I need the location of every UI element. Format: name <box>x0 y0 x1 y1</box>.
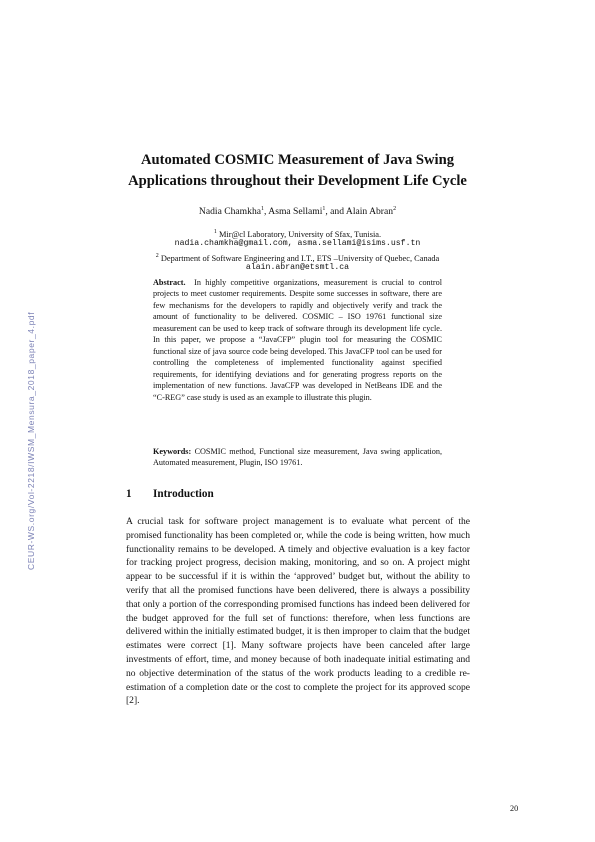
author-list: Nadia Chamkha$^1$, Asma Sellami$^1$, and Alain Abran$^2$ <box>198 206 397 218</box>
author-2: Asma Sellami <box>268 206 323 218</box>
email-2: alain.abran@etsmtl.ca <box>245 263 350 272</box>
author-3-sup: 2 <box>393 206 397 212</box>
author-3: and Alain Abran <box>330 206 394 218</box>
aff-2-sup: 2 <box>155 253 159 259</box>
paper-title <box>60 150 535 192</box>
keywords <box>153 446 442 469</box>
author-1-sup: 1 <box>261 206 264 212</box>
title-line-2: Applications throughout their Development Life Cycle <box>128 173 467 189</box>
abstract <box>153 277 442 403</box>
emails-1: nadia.chamkha@gmail.com, asma.sellami@isims.usf.tn <box>174 239 421 248</box>
author-1: Nadia Chamkha <box>198 206 261 218</box>
section-number: 1 <box>126 488 132 500</box>
introduction-paragraph: A crucial task for software project management is to evaluate what percent of the promised functionality has been completed or, while the code is being written, how much functionality remains to be developed. A timely and objective evaluation is a key factor for tracking project progress, decision making, monitoring, and so on. A project might appear to be successful if it is within the ‘approved’ budget but, without the ability to verify that all the promised functions have been delivered, there is always a possibility that only a portion of the corresponding promised functions has indeed been delivered for the budget approved for the full set of functions: therefore, when less functions are delivered within the initially estimated budget, it is then improper to claim that the budget estimates were correct [1]. Many software projects have been canceled after large investments of effort, time, and money because of both inadequate initial estimating and no objective determination of the status of the work products leading to a credible re-estimation of a completion date or the cost to complete the project for its approved scope [2]. <box>126 516 470 707</box>
author-2-sup: 1 <box>322 206 326 212</box>
keywords-label: Keywords: <box>153 447 192 456</box>
page-number: 20 <box>510 804 519 813</box>
abstract-label: Abstract. <box>153 278 186 287</box>
abstract-text: In highly competitive organizations, measurement is crucial to control projects to meet customer requirements. Despite some successes in software, there are few mechanisms for the developers to rapidly and objectively verify and track the amount of functionality to be delivered. COSMIC – ISO 19761 functional size measurement can be used to keep track of software through its development life cycle. In this paper, we propose a “JavaCFP” plugin tool for measuring the COSMIC functional size of java source code being developed. This JavaCFP tool can be used for controlling the completeness of implemented functionality against specified requirements, for identifying deviations and for generating progress reports on the implementation of new functions. JavaCFP was developed in NetBeans IDE and the “C-REG” case study is used as an example to illustrate this plugin. <box>153 278 443 402</box>
aff-1-sup: 1 <box>213 229 217 235</box>
title-line-1: Automated COSMIC Measurement of Java Swing <box>140 152 455 168</box>
aff-1-text: Mir@cl Laboratory, University of Sfax, Tunisia. <box>219 229 382 239</box>
section-heading <box>126 488 214 500</box>
keywords-text: COSMIC method, Functional size measurement, Java swing application, Automated measurement, Plugin, ISO 19761. <box>153 447 443 468</box>
section-title: Introduction <box>153 488 214 500</box>
arxiv-sidebar <box>0 0 40 842</box>
sidebar-watermark: CEUR-WS.org/Vol-2218/IWSM_Mensura_2018_paper_4.pdf <box>26 311 36 570</box>
aff-2-text: Department of Software Engineering and I.T., ETS –University of Quebec, Canada <box>160 253 440 263</box>
